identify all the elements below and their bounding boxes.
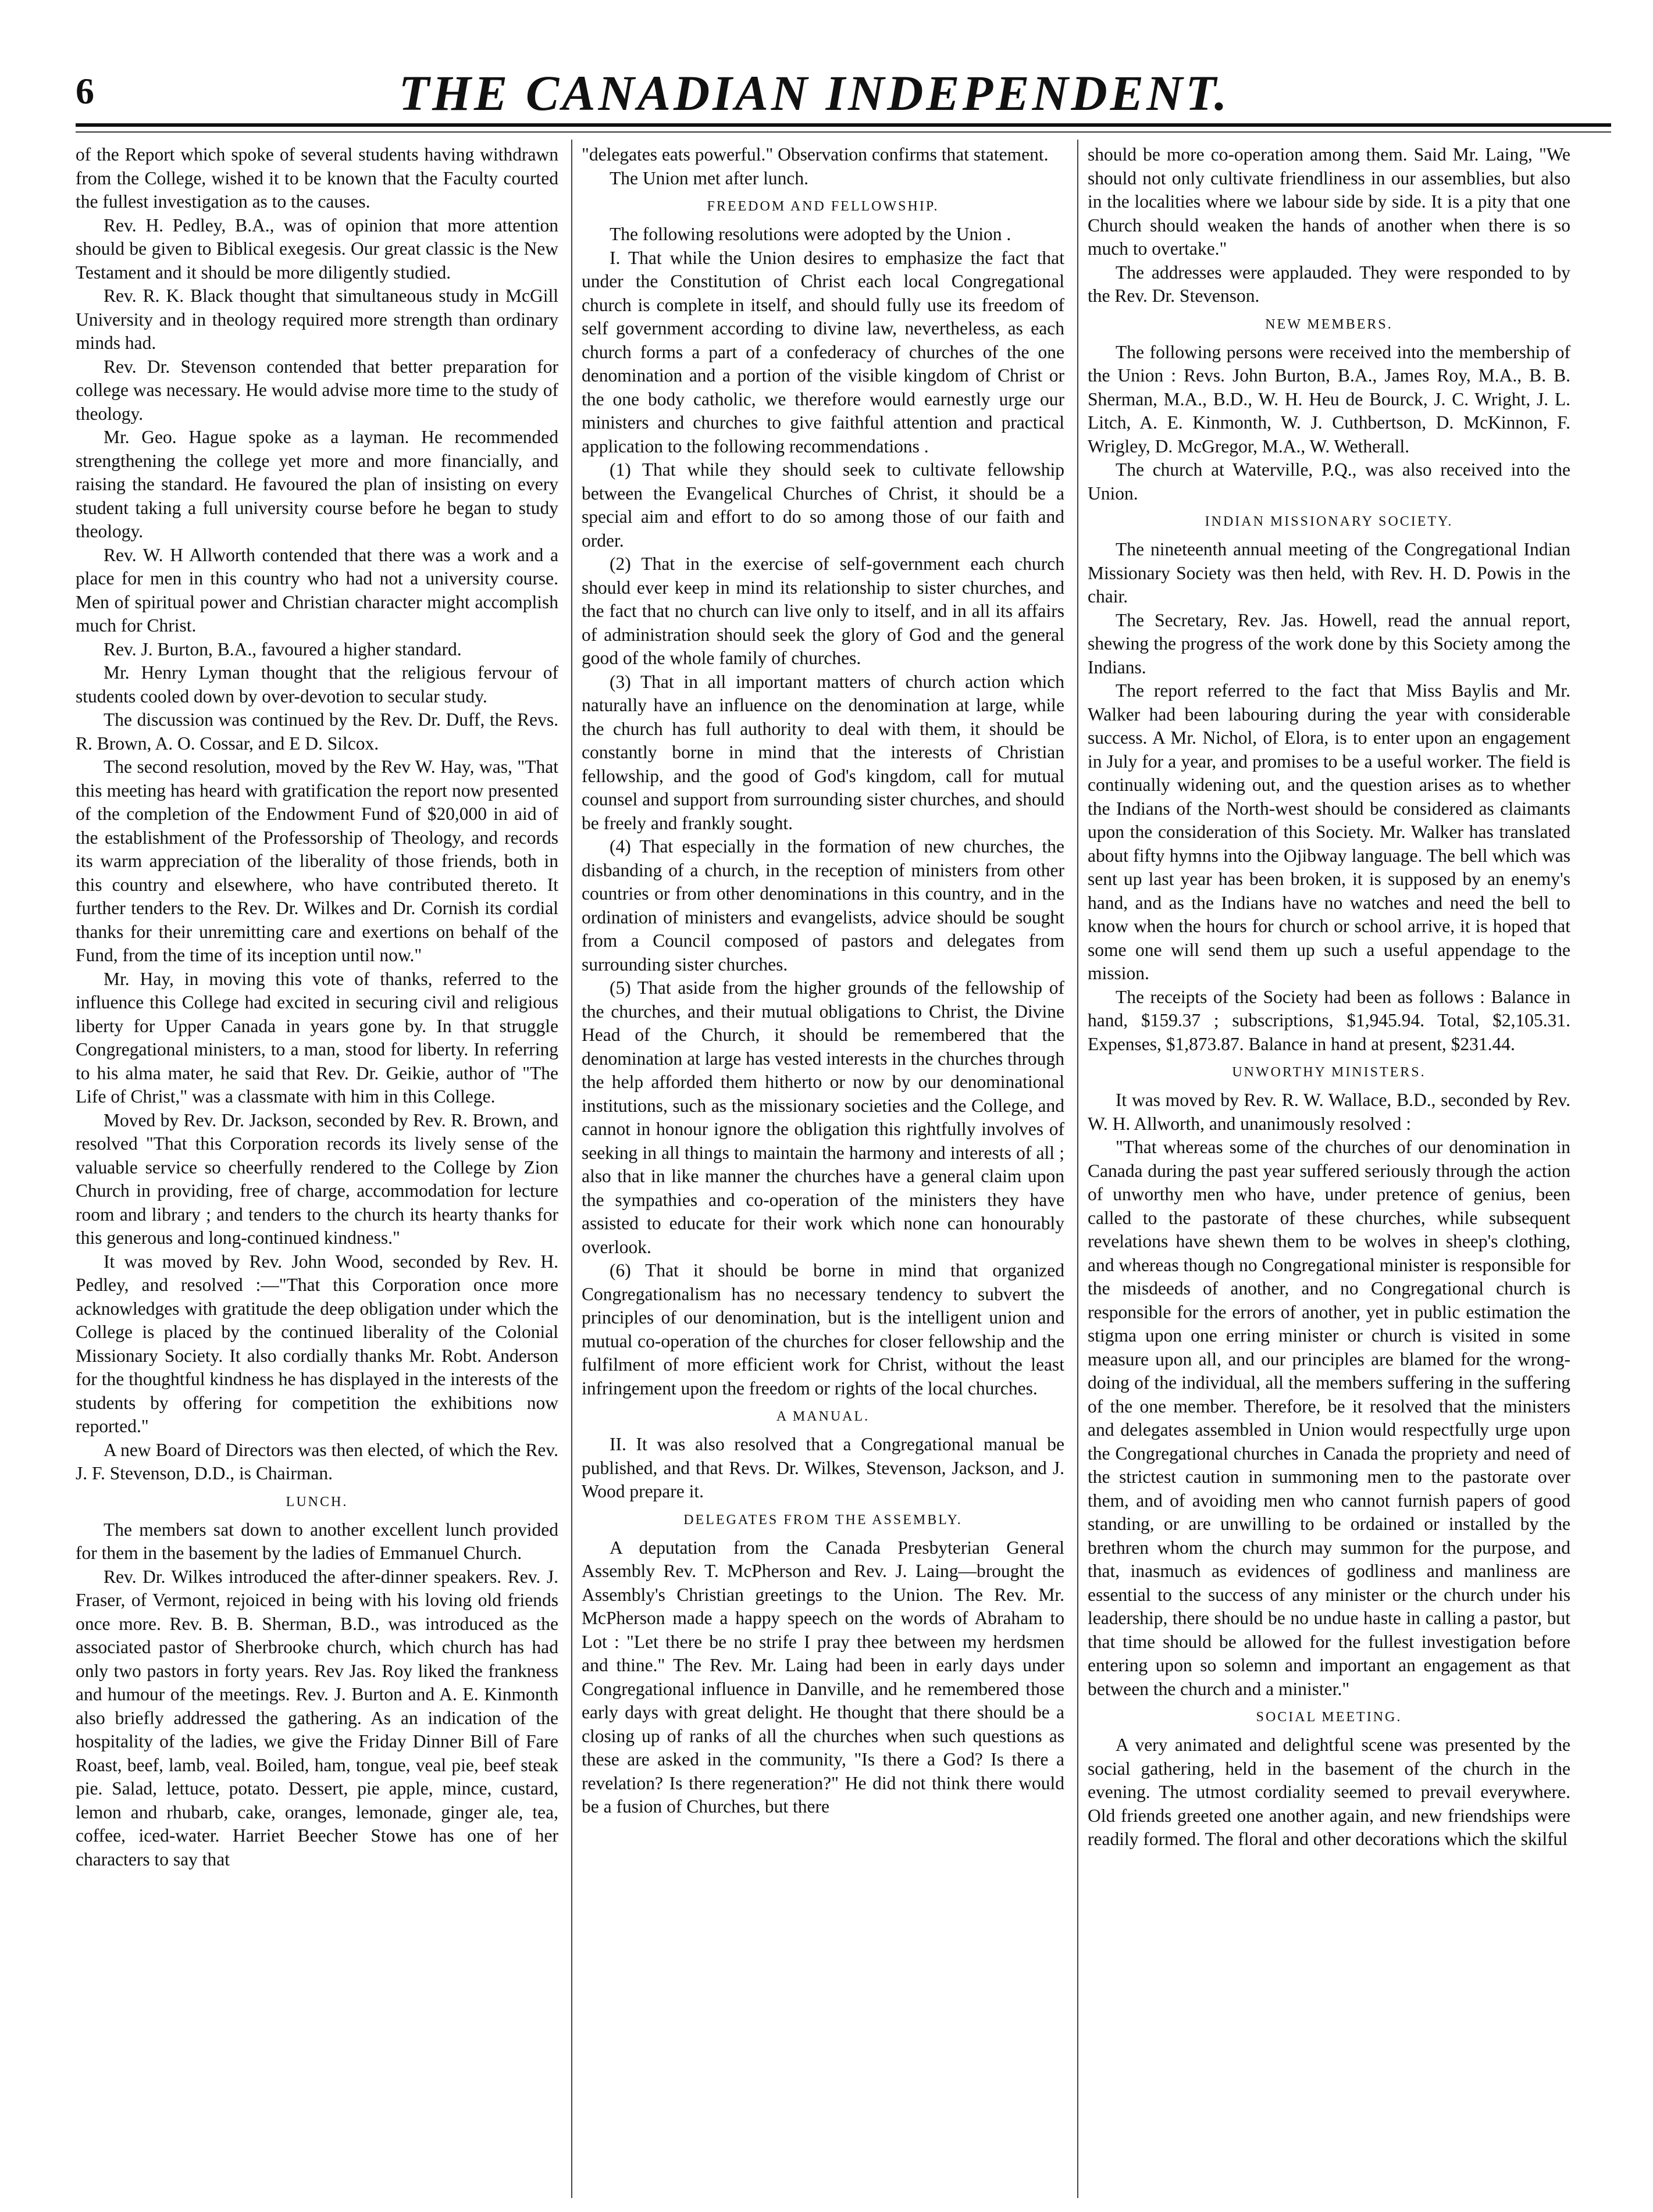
paragraph: (2) That in the exercise of self-government each church should ever keep in mind its relationship to sister churches, and the fact that no church can live only to itself, and in all its affairs of administration should seek the glory of God and the general good of the whole family of churches. xyxy=(582,554,1064,668)
paragraph: (4) That especially in the formation of new churches, the disbanding of a church, in the reception of ministers from other countries or from other denominations in this country, and in the ordination of ministers and evangelists, advice should be sought from a Council composed of pastors and delegates from surrounding sister churches. xyxy=(582,836,1064,975)
paragraph: Mr. Henry Lyman thought that the religious fervour of students cooled down by over-devotion to secular study. xyxy=(76,662,558,707)
paragraph: Rev. Dr. Stevenson contended that better preparation for college was necessary. He would advise more time to the study of theology. xyxy=(76,356,558,424)
paragraph: Rev. Dr. Wilkes introduced the after-dinner speakers. Rev. J. Fraser, of Vermont, rejoiced in being with his loving old friends once more. Rev. B. B. Sherman, B.D., was introduced as the associated pastor of Sherbrooke church, which church has had only two pastors in forty years. Rev Jas. Roy liked the frankness and humour of the meetings. Rev. J. Burton and A. E. Kinmonth also briefly addressed the gathering. As an indication of the hospitality of the ladies, we give the Friday Dinner Bill of Fare Roast, beef, lamb, veal. Boiled, ham, tongue, veal pie, beef steak pie. Salad, lettuce, potato. Dessert, pie apple, mince, custard, lemon and rhubarb, cake, oranges, lemonade, ginger ale, tea, coffee, iced-water. Harriet Beecher Stowe has one of her characters to say that xyxy=(76,1566,558,1870)
masthead xyxy=(76,58,1611,122)
paragraph: The following resolutions were adopted by the Union . xyxy=(610,224,1011,244)
paragraph: should be more co-operation among them. Said Mr. Laing, "We should not only cultivate friendliness in our assemblies, but also in the localities where we labour side by side. It is a pity that one Church should weaken the hands of another when there is so much to overtake." xyxy=(1088,144,1570,259)
paragraph: The members sat down to another excellent lunch provided for them in the basement by the ladies of Emmanuel Church. xyxy=(76,1519,558,1563)
section-heading-unworthy-ministers: UNWORTHY MINISTERS. xyxy=(1232,1065,1426,1080)
paragraph: A deputation from the Canada Presbyterian General Assembly Rev. T. McPherson and Rev. J. Laing—brought the Assembly's Christian greetings to the Union. The Rev. Mr. McPherson made a happy speech on the words of Abraham to Lot : "Let there be no strife I pray thee between my herdsmen and thine." The Rev. Mr. Laing had been in early days under Congregational influence in Danville, and he remembered those early days with great delight. He thought that there should be a closing up of ranks of all the churches when such questions as these are asked in the community, "Is there a God? Is there a revelation? Is there regeneration?" He did not think there would be a fusion of Churches, but there xyxy=(582,1537,1064,1817)
paragraph: I. That while the Union desires to emphasize the fact that under the Constitution of Christ each local Congregational church is complete in itself, and should fully use its freedom of self government according to divine law, nevertheless, as each church forms a part of a confederacy of churches of the one denomination and a portion of the visible kingdom of Christ or the one body catholic, we therefore would earnestly urge our ministers and churches to give faithful attention and practical application to the following recommendations . xyxy=(582,247,1064,456)
paragraph: Mr. Geo. Hague spoke as a layman. He recommended strengthening the college yet more and more financially, and raising the standard. He favoured the plan of insisting on every student taking a full university course before he began to study theology. xyxy=(76,427,558,541)
paragraph: It was moved by Rev. R. W. Wallace, B.D., seconded by Rev. W. H. Allworth, and unanimously resolved : xyxy=(1088,1090,1570,1134)
paragraph: The second resolution, moved by the Rev W. Hay, was, "That this meeting has heard with gratification the report now presented of the completion of the Endowment Fund of $20,000 in aid of the establishment of the Professorship of Theology, and records its warm appreciation of the liberality of those friends, both in this country and elsewhere, who have contributed thereto. It further tenders to the Rev. Dr. Wilkes and Dr. Cornish its cordial thanks for their unremitting care and exertions on behalf of the Fund, from the time of its inception until now." xyxy=(76,757,558,965)
masthead-rule xyxy=(76,123,1611,127)
paragraph: Rev. J. Burton, B.A., favoured a higher standard. xyxy=(104,638,462,659)
paragraph: (3) That in all important matters of church action which naturally have an influence on the denomination at large, while the church has full authority to deal with them, it should be constantly borne in mind that the interests of Christian fellowship, and the good of God's kingdom, call for mutual counsel and support from surrounding sister churches, and should be freely and frankly sought. xyxy=(582,671,1064,833)
section-heading-new-members: NEW MEMBERS. xyxy=(1265,316,1393,332)
paragraph: of the Report which spoke of several students having withdrawn from the College, wished it to be known that the Faculty courted the fullest investigation as to the causes. xyxy=(76,144,558,212)
paragraph: Rev. W. H Allworth contended that there was a work and a place for men in this country who had not a university course. Men of spiritual power and Christian character might accomplish much for Christ. xyxy=(76,544,558,636)
paragraph: (6) That it should be borne in mind that organized Congregationalism has no necessary tendency to subvert the principles of our denomination, but is the intelligent union and mutual co-operation of the churches for closer fellowship and the fulfilment of more efficient work for Christ, without the least infringement upon the freedom or rights of the local churches. xyxy=(582,1260,1064,1398)
section-heading-delegates: DELEGATES FROM THE ASSEMBLY. xyxy=(683,1512,963,1528)
column-1 xyxy=(76,143,558,2196)
paragraph: Mr. Hay, in moving this vote of thanks, referred to the influence this College had excited in securing civil and religious liberty for Upper Canada in years gone by. In that struggle Congregational ministers, to a man, stood for liberty. In referring to his alma mater, he said that Rev. Dr. Geikie, author of "The Life of Christ," was a classmate with him in this College. xyxy=(76,968,558,1107)
paragraph: The church at Waterville, P.Q., was also received into the Union. xyxy=(1088,459,1570,504)
section-heading-social-meeting: SOCIAL MEETING. xyxy=(1256,1710,1402,1725)
paragraph: Rev. H. Pedley, B.A., was of opinion that more attention should be given to Biblical exegesis. Our great classic is the New Testament and it should be more diligently studied. xyxy=(76,215,558,283)
paragraph: (1) That while they should seek to cultivate fellowship between the Evangelical Churches of Christ, it should be a special aim and effort to do so among those of our faith and order. xyxy=(582,459,1064,551)
column-3 xyxy=(1088,143,1570,2196)
paragraph: II. It was also resolved that a Congregational manual be published, and that Revs. Dr. Wilkes, Stevenson, Jackson, and J. Wood prepare it. xyxy=(582,1434,1064,1501)
paragraph: (5) That aside from the higher grounds of the fellowship of the churches, and their mutual obligations to Christ, the Divine Head of the Church, it should be remembered that the denomination at large has vested interests in the churches through the help afforded them hitherto or now by our denominational institutions, such as the missionary societies and the College, and cannot in honour ignore the obligation this rightfully involves of seeking in all things to maintain the harmony and interests of all ; also that in like manner the churches have a general claim upon the sympathies and co-operation of the ministers they have assisted to educate for their work which none can honourably overlook. xyxy=(582,977,1064,1257)
column-divider-1 xyxy=(571,140,572,2198)
section-heading-lunch: LUNCH. xyxy=(286,1494,348,1510)
page-number: 6 xyxy=(76,70,94,112)
paragraph: It was moved by Rev. John Wood, seconded by Rev. H. Pedley, and resolved :—"That this Corporation once more acknowledges with gratitude the deep obligation under which the College is placed by the continued liberality of the Colonial Missionary Society. It also cordially thanks Mr. Robt. Anderson for the thoughtful kindness he has displayed in the interests of the students by offering for competition the exhibitions now reported." xyxy=(76,1251,558,1436)
paragraph: The receipts of the Society had been as follows : Balance in hand, $159.37 ; subscriptions, $1,945.94. Total, $2,105.31. Expenses, $1,873.87. Balance in hand at present, $231.44. xyxy=(1088,986,1570,1054)
paragraph: The following persons were received into the membership of the Union : Revs. John Burton, B.A., James Roy, M.A., B. B. Sherman, M.A., B.D., W. H. Heu de Bourck, J. C. Wright, J. L. Litch, A. E. Kinmonth, W. J. Cuthbertson, D. McKinnon, F. Wrigley, D. McGregor, M.A., W. Wetherall. xyxy=(1088,341,1570,456)
paragraph: The Secretary, Rev. Jas. Howell, read the annual report, shewing the progress of the work done by this Society among the Indians. xyxy=(1088,609,1570,677)
newspaper-title: THE CANADIAN INDEPENDENT. xyxy=(398,65,1230,121)
paragraph: The Union met after lunch. xyxy=(610,167,809,188)
paragraph: The addresses were applauded. They were responded to by the Rev. Dr. Stevenson. xyxy=(1088,262,1570,306)
section-heading-freedom: FREEDOM AND FELLOWSHIP. xyxy=(707,199,939,214)
column-divider-2 xyxy=(1077,140,1078,2198)
paragraph: A very animated and delightful scene was presented by the social gathering, held in the basement of the church in the evening. The utmost cordiality seemed to prevail everywhere. Old friends greeted one another again, and new friendships were readily formed. The floral and other decorations which the skilful xyxy=(1088,1735,1570,1849)
paragraph: "delegates eats powerful." Observation confirms that statement. xyxy=(582,144,1049,165)
paragraph: A new Board of Directors was then elected, of which the Rev. J. F. Stevenson, D.D., is Chairman. xyxy=(76,1439,558,1483)
masthead-rule-thin xyxy=(76,131,1611,133)
paragraph: The nineteenth annual meeting of the Congregational Indian Missionary Society was then held, with Rev. H. D. Powis in the chair. xyxy=(1088,539,1570,606)
paragraph: The report referred to the fact that Miss Baylis and Mr. Walker had been labouring during the year with considerable success. A Mr. Nichol, of Elora, is to enter upon an engagement in July for a year, and promises to be a useful worker. The field is continually widening out, and the question arises as to whether the Indians of the North-west should be considered as claimants upon the consideration of this Society. Mr. Walker has translated about fifty hymns into the Ojibway language. The bell which was sent up last year has been broken, it is supposed by an enemy's hand, and as the Indians have no watches and need the bell to know when the hours for church or school arrive, it is hoped that some one will send them up such a useful appendage to the mission. xyxy=(1088,680,1570,983)
paragraph: Rev. R. K. Black thought that simultaneous study in McGill University and in theology required more strength than ordinary minds had. xyxy=(76,286,558,353)
paragraph: "That whereas some of the churches of our denomination in Canada during the past year suffered seriously through the action of unworthy men who have, under pretence of genius, been called to the pastorate of these churches, while subsequent revelations have shewn them to be wolves in sheep's clothing, and whereas though no Congregational minister is responsible for the misdeeds of another, and no Congregational church is responsible for the errors of another, yet in public estimation the stigma upon one erring minister or church is visited in some measure upon all, and our principles are blamed for the wrong-doing of the individual, all the members suffering in the suffering of the one member. Therefore, be it resolved that the ministers and delegates assembled in Union would respectfully urge upon the Congregational churches in Canada the propriety and need of the strictest caution in summoning men to the pastorate over them, and of avoiding men who cannot furnish papers of good standing, or are unwilling to be ordained or installed by the brethren whom the church may summon for the purpose, and that, inasmuch as evidences of godliness and manliness are essential to the success of any minister or the church under his leadership, there should be no undue haste in calling a pastor, but that time should be allowed for the fullest investigation before entering upon so solemn and important an engagement as that between the church and a minister." xyxy=(1088,1137,1570,1699)
section-heading-indian-missionary: INDIAN MISSIONARY SOCIETY. xyxy=(1205,514,1454,529)
paragraph: Moved by Rev. Dr. Jackson, seconded by Rev. R. Brown, and resolved "That this Corporation records its lively sense of the valuable service so cheerfully rendered to the College by Zion Church in providing, free of charge, accommodation for lecture room and library ; and tenders to the church its hearty thanks for this generous and long-continued kindness." xyxy=(76,1109,558,1248)
paragraph: The discussion was continued by the Rev. Dr. Duff, the Revs. R. Brown, A. O. Cossar, and E D. Silcox. xyxy=(76,709,558,754)
section-heading-manual: A MANUAL. xyxy=(776,1409,870,1424)
column-2 xyxy=(582,143,1064,2196)
